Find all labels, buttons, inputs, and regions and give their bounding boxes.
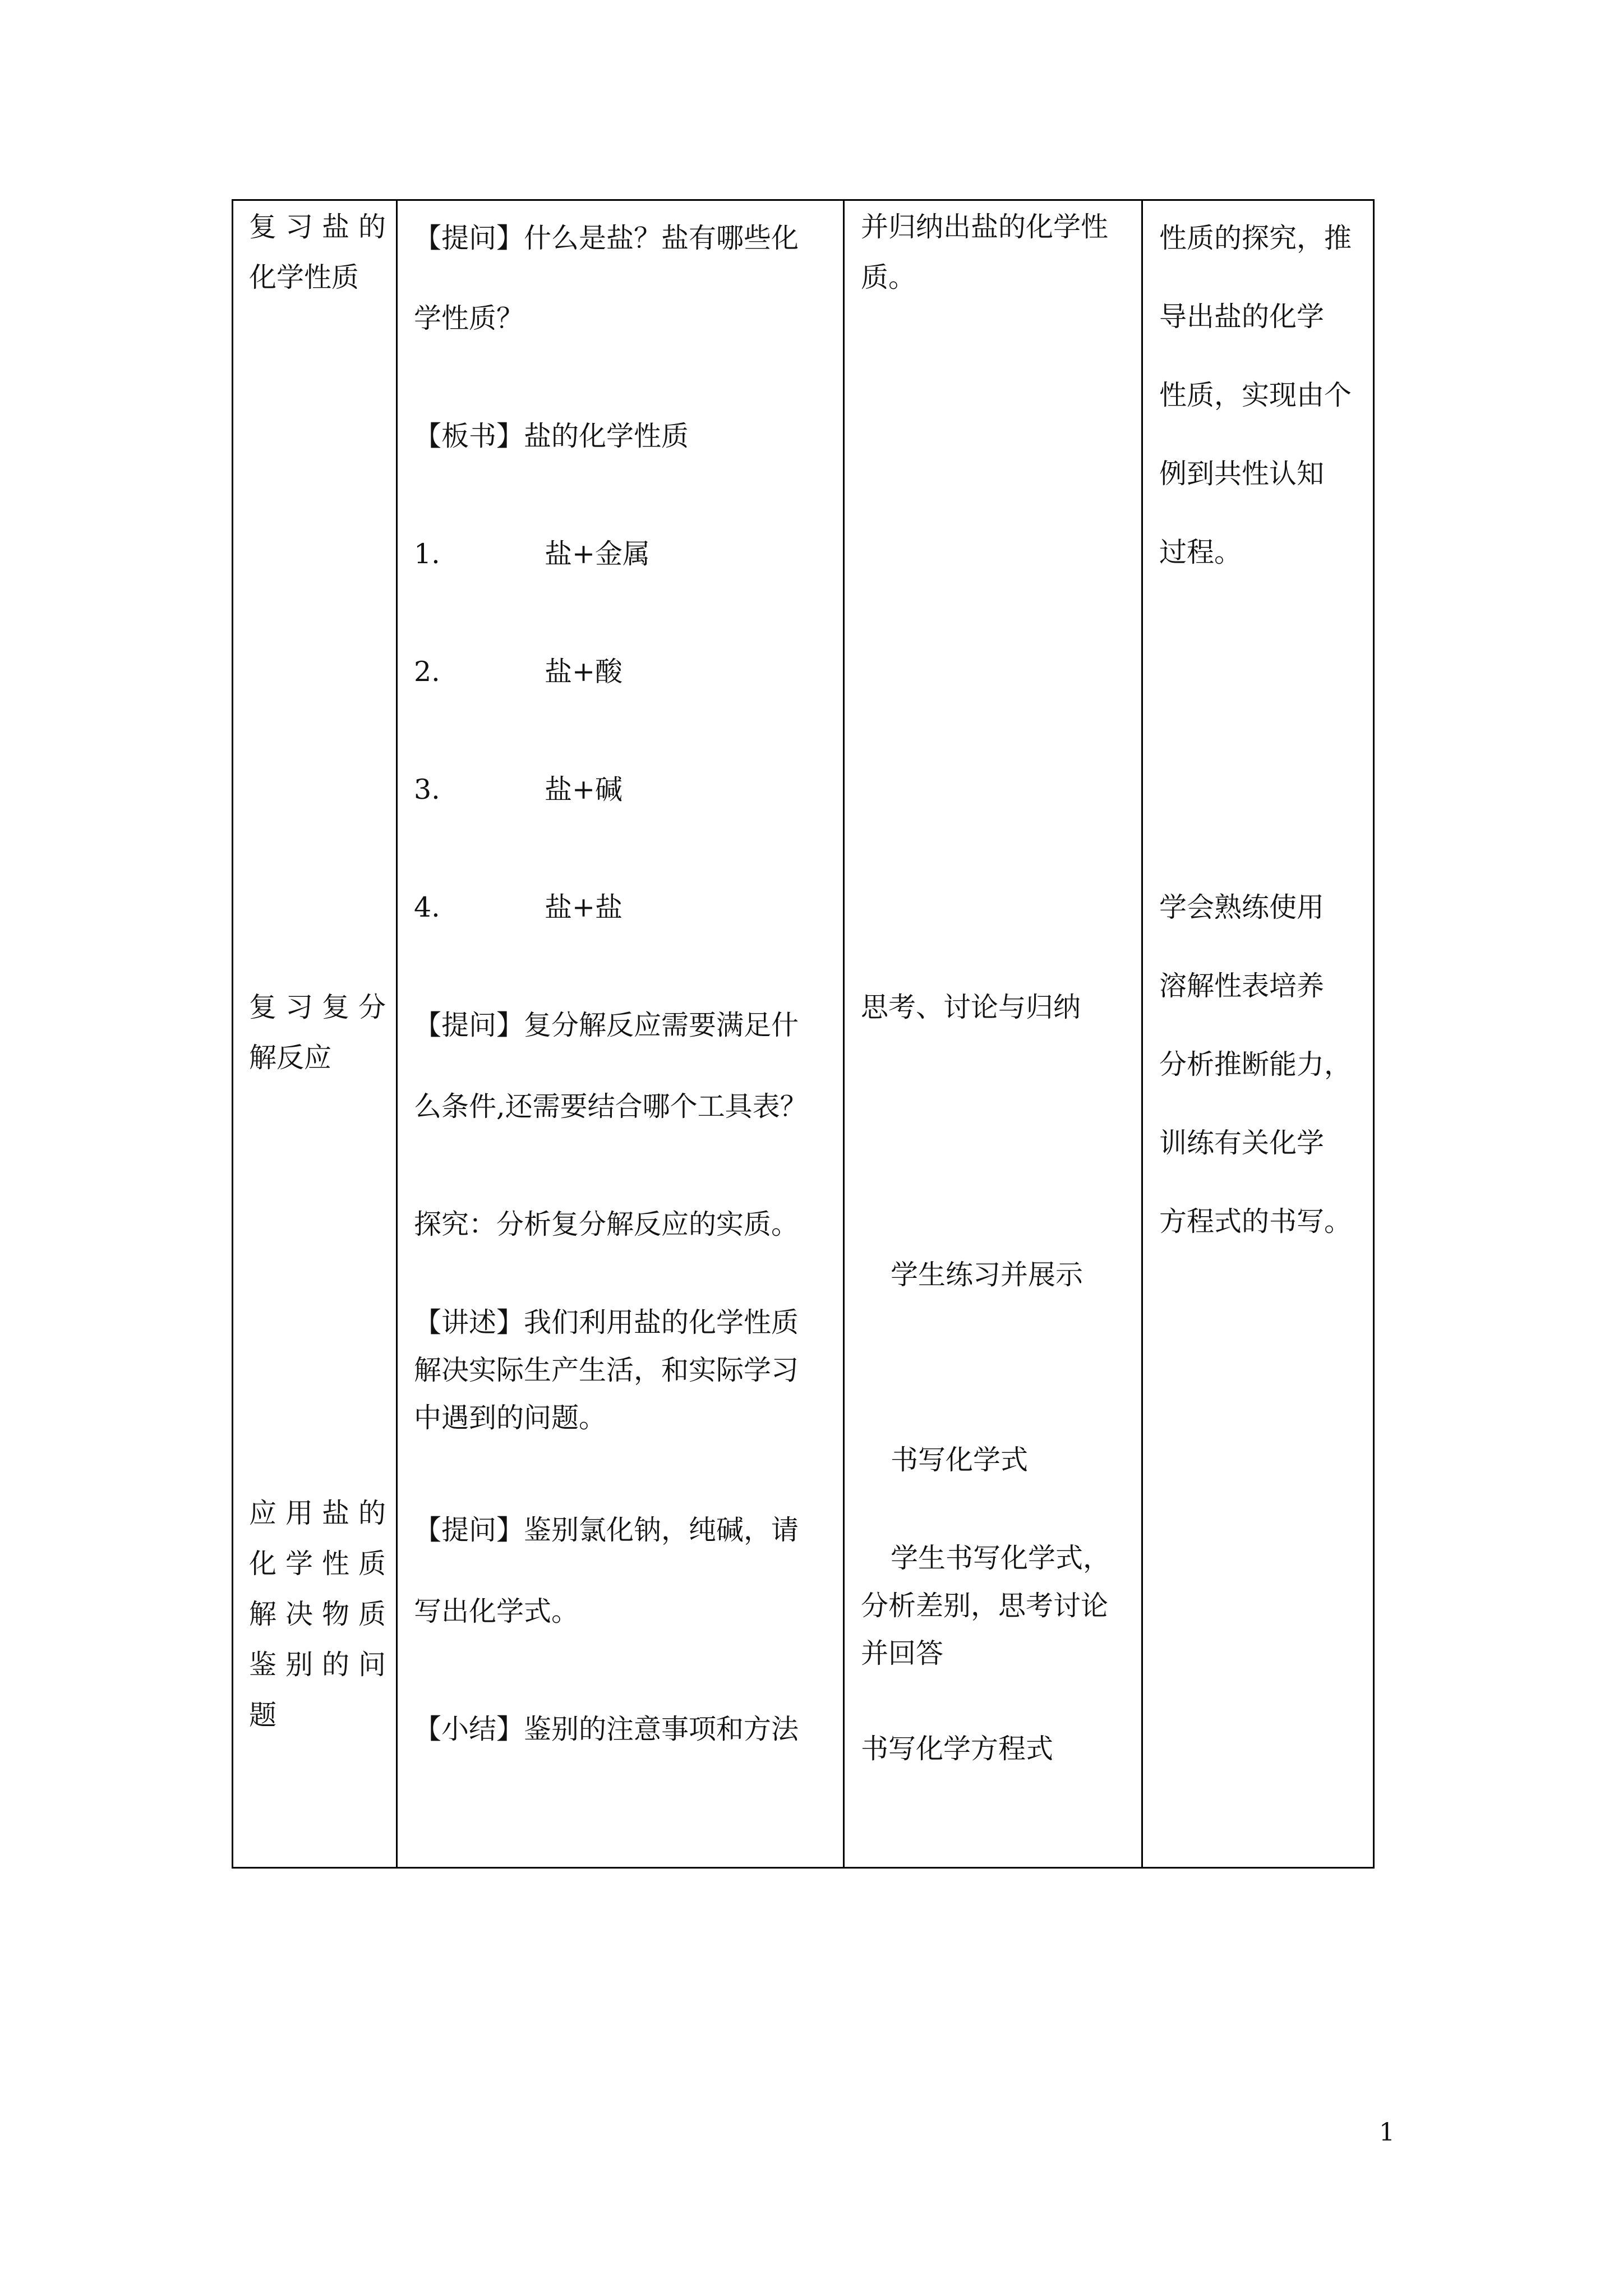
student-write-equation: 书写化学方程式 xyxy=(861,1733,1054,1765)
property-item-number: 4. xyxy=(414,891,440,923)
teacher-question-1-line2: 学性质？ xyxy=(414,302,524,334)
column-divider xyxy=(1141,201,1143,1867)
lesson-plan-table xyxy=(232,199,1375,1869)
stage-apply-line5: 题 xyxy=(249,1699,277,1731)
property-item-text: 盐+酸 xyxy=(545,656,623,688)
intent-a-line2: 导出盐的化学 xyxy=(1159,301,1325,333)
teacher-board-note: 【板书】盐的化学性质 xyxy=(414,420,689,452)
intent-b-line1: 学会熟练使用 xyxy=(1159,891,1325,923)
teacher-question-2-line1: 【提问】复分解反应需要满足什 xyxy=(414,1009,799,1041)
teacher-question-2-line2: 么条件,还需要结合哪个工具表？ xyxy=(414,1091,808,1122)
property-item-number: 1. xyxy=(414,538,440,570)
student-activity-line1: 并归纳出盐的化学性 xyxy=(861,211,1109,243)
student-write-line3: 并回答 xyxy=(861,1637,944,1669)
teacher-explore: 探究：分析复分解反应的实质。 xyxy=(414,1208,799,1240)
stage-review-decomposition-line2: 解反应 xyxy=(249,1042,332,1074)
intent-a-line1: 性质的探究，推 xyxy=(1159,222,1352,254)
property-item-text: 盐+金属 xyxy=(545,538,651,570)
intent-a-line4: 例到共性认知 xyxy=(1159,458,1325,490)
stage-apply-line4: 鉴别的问 xyxy=(249,1649,395,1681)
student-write-formula: 书写化学式 xyxy=(891,1444,1029,1476)
stage-review-salt-line2: 化学性质 xyxy=(249,261,359,293)
column-divider xyxy=(843,201,845,1867)
intent-a-line5: 过程。 xyxy=(1159,536,1242,568)
teacher-question-3-line2: 写出化学式。 xyxy=(414,1595,579,1627)
student-activity-line2: 质。 xyxy=(861,261,916,293)
teacher-narrate-line2: 解决实际生产生活，和实际学习 xyxy=(414,1354,799,1386)
student-practice: 学生练习并展示 xyxy=(891,1259,1083,1291)
page-number: 1 xyxy=(1379,2118,1395,2147)
stage-apply-line3: 解决物质 xyxy=(249,1598,395,1630)
student-write-line1: 学生书写化学式， xyxy=(891,1542,1111,1574)
column-divider xyxy=(396,201,398,1867)
teacher-narrate-line3: 中遇到的问题。 xyxy=(414,1402,607,1434)
stage-review-salt-line1: 复习盐的 xyxy=(249,211,395,243)
teacher-narrate-line1: 【讲述】我们利用盐的化学性质 xyxy=(414,1306,799,1338)
property-item-number: 3. xyxy=(414,774,440,806)
teacher-question-1-line1: 【提问】什么是盐？盐有哪些化 xyxy=(414,222,799,254)
intent-b-line2: 溶解性表培养 xyxy=(1159,970,1325,1002)
intent-b-line3: 分析推断能力， xyxy=(1159,1048,1352,1080)
intent-a-line3: 性质，实现由个 xyxy=(1159,379,1352,411)
teacher-question-3-line1: 【提问】鉴别氯化钠，纯碱，请 xyxy=(414,1514,799,1546)
stage-apply-line2: 化学性质 xyxy=(249,1548,395,1580)
student-write-line2: 分析差别，思考讨论 xyxy=(861,1590,1109,1622)
property-item-number: 2. xyxy=(414,656,440,688)
intent-b-line4: 训练有关化学 xyxy=(1159,1127,1325,1159)
property-item-text: 盐+碱 xyxy=(545,774,623,806)
property-item-text: 盐+盐 xyxy=(545,891,623,923)
intent-b-line5: 方程式的书写。 xyxy=(1159,1205,1352,1237)
stage-apply-line1: 应用盐的 xyxy=(249,1497,395,1529)
stage-review-decomposition-line1: 复习复分 xyxy=(249,991,395,1023)
student-think-discuss: 思考、讨论与归纳 xyxy=(861,991,1081,1023)
teacher-summary: 【小结】鉴别的注意事项和方法 xyxy=(414,1713,799,1745)
